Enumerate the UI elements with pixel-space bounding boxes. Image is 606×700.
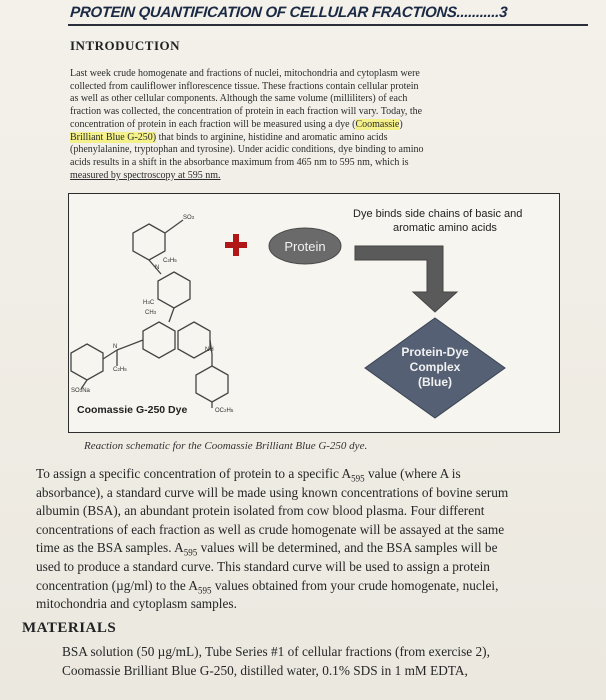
chem-nh: NH (205, 347, 214, 353)
assign-line-1-tail: value (where A is (364, 466, 461, 481)
highlight-coomassie: Coomassie (355, 118, 400, 130)
chem-n-plus: N (155, 265, 160, 271)
assign-line-1-text: To assign a specific concentration of protein to a specific A (36, 466, 352, 481)
chem-so3: SO3 (183, 215, 195, 221)
chem-so3na: SO3Na (71, 388, 90, 394)
ring-bottom (196, 366, 228, 402)
intro-line-5: concentration of protein in each fraction will be measured using a dye (Coomassie) (70, 118, 403, 130)
bond-so3 (165, 220, 183, 233)
intro-line-6 (70, 132, 388, 145)
ring-top (133, 224, 165, 260)
chem-ch3: CH3 (145, 310, 157, 316)
bond-2 (169, 308, 174, 322)
chem-h3c: H3C (143, 300, 155, 306)
ring-center (143, 322, 175, 358)
assign-line-3: albumin (BSA), an abundant protein isolated from cow blood plasma. Four different (36, 503, 485, 519)
materials-line-2: Coomassie Brilliant Blue G-250, distilled water, 0.1% SDS in 1 mM EDTA, (62, 663, 468, 678)
intro-line-8: acids results in a shift in the absorbance maximum from 465 nm to 595 nm, which is (70, 156, 409, 168)
assign-line-5-tail: values will be determined, and the BSA samples will be (197, 540, 498, 556)
dye-name-label: Coomassie G-250 Dye (77, 404, 188, 416)
chem-c2h5: C2H5 (163, 258, 177, 264)
protein-label: Protein (284, 239, 326, 254)
assign-line-2: absorbance), a standard curve will be made using known concentrations of bovine serum (36, 484, 509, 500)
chem-c2h5-left: C2H5 (113, 367, 127, 373)
complex-text-3: (Blue) (418, 375, 452, 389)
assign-line-4: concentrations of each fraction as well as crude homogenate will be assayed at the same (36, 521, 505, 537)
reaction-schematic-svg (69, 194, 559, 432)
materials-line-1: BSA solution (50 µg/mL), Tube Series #1 of cellular fractions (from exercise 2), (62, 644, 490, 659)
intro-line-4: fraction was collected, the concentration of protein in each fraction will vary. Today, the (70, 106, 423, 118)
highlight-brilliant-blue: Brilliant Blue G-250) (70, 131, 157, 143)
plus-icon (225, 234, 247, 256)
assign-line-8: mitochondria and cytoplasm samples. (36, 596, 237, 612)
complex-text-2: Complex (409, 360, 461, 374)
materials-heading: MATERIALS (22, 620, 117, 636)
ring-mid (158, 272, 190, 308)
intro-line-2: collected from cauliflower inflorescence tissue. These fractions contain cellular protein (70, 80, 419, 92)
intro-line-5-text: concentration of protein in each fraction will be measured using a dye ( (70, 118, 356, 130)
assign-line-7-tail: values obtained from your crude homogenate, nuclei, (211, 577, 499, 593)
dye-binds-text-2: aromatic amino acids (393, 222, 497, 234)
a595-subscript-2: 595 (183, 548, 198, 559)
intro-line-7: (phenylalanine, tryptophan and tyrosine). Under acidic conditions, dye binding to amino (70, 144, 424, 156)
a595-subscript: 595 (351, 473, 365, 484)
page-header-title: PROTEIN QUANTIFICATION OF CELLULAR FRACTIONS...........3 (69, 4, 508, 21)
assign-line-7-text: concentration (µg/ml) to the A (36, 577, 199, 593)
introduction-heading: INTRODUCTION (70, 38, 181, 53)
intro-line-6-text: that binds to arginine, histidine and aromatic amino acids (156, 131, 388, 143)
assign-line-6: used to produce a standard curve. This standard curve will be used to assign a protein (36, 559, 490, 574)
figure-caption: Reaction schematic for the Coomassie Brilliant Blue G-250 dye. (84, 440, 368, 452)
header-rule (68, 24, 588, 26)
chem-n-left: N (113, 344, 118, 350)
chem-oc2h5: OC2H5 (215, 408, 234, 414)
intro-line-3: as well as other cellular components. Although the same volume (milliliters) of each (70, 93, 408, 105)
bond-3 (117, 340, 143, 350)
assign-line-5-text: time as the BSA samples. A (36, 540, 184, 556)
reaction-arrow-icon (355, 246, 457, 312)
intro-line-1: Last week crude homogenate and fractions of nuclei, mitochondria and cytoplasm were (70, 68, 420, 79)
chem-labels (71, 215, 234, 414)
ring-left (71, 344, 103, 380)
bond-4 (103, 350, 117, 359)
complex-text-1: Protein-Dye (401, 345, 469, 359)
a595-subscript-3: 595 (198, 585, 212, 596)
dye-binds-text-1: Dye binds side chains of basic and (353, 208, 523, 220)
reaction-schematic-figure (68, 193, 560, 433)
intro-line-9: measured by spectroscopy at 595 nm. (70, 169, 221, 181)
